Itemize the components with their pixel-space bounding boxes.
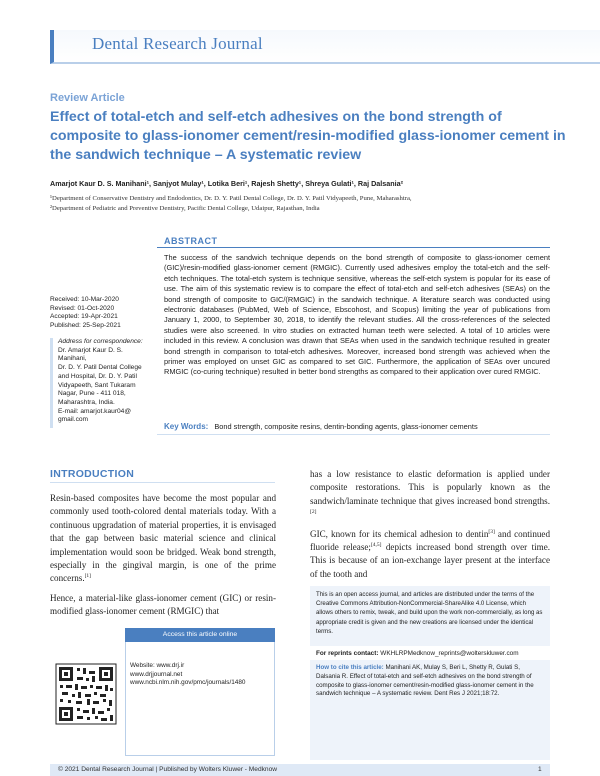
correspondence-line: Manihani,: [58, 355, 87, 363]
date-revised: Revised: 01-Oct-2020: [50, 304, 115, 312]
date-received: Received: 10-Mar-2020: [50, 296, 119, 303]
affiliation-2: ²Department of Pediatric and Preventive Dentistry, Pacific Dental College, Udaipur, Rajasthan, India: [50, 205, 320, 212]
introduction-left-column: [50, 492, 276, 625]
journal-title: Dental Research Journal: [92, 34, 263, 53]
author-list: Amarjot Kaur D. S. Manihani¹, Sanjyot Mulay¹, Lotika Beri¹, Rajesh Shetty¹, Shreya Gulati¹, Raj Dalsania²: [50, 179, 404, 188]
correspondence-box: [50, 338, 154, 428]
reprints-label: For reprints contact:: [316, 650, 379, 657]
affiliation-1: ¹Department of Conservative Dentistry and Endodontics, Dr. D. Y. Patil Dental College, Dr. D. Y. Patil Vidyapeeth, Pune, Maharashtra,: [50, 195, 412, 202]
qr-code-icon: [50, 628, 122, 756]
correspondence-email[interactable]: E-mail: amarjot.kaur04@: [58, 407, 132, 415]
citation-ref[interactable]: [4,5]: [370, 542, 382, 548]
correspondence-line: Dr. D. Y. Patil Dental College: [58, 364, 142, 372]
keywords-label: Key Words:: [164, 422, 209, 431]
affiliations: [50, 194, 570, 214]
footer-copyright: © 2021 Dental Research Journal | Published by Wolters Kluwer - Medknow: [58, 766, 278, 773]
journal-link[interactable]: www.drjjournal.net: [130, 670, 183, 678]
access-links: [130, 662, 270, 688]
intro-paragraph-3: has a low resistance to elastic deformation is applied under composite restorations. This is popularly known as the sandwich/laminate technique that gives increased bond strengths.[2]: [310, 469, 550, 516]
date-published: Published: 25-Sep-2021: [50, 321, 121, 329]
website-link[interactable]: Website: www.drj.ir: [130, 662, 185, 669]
article-title: Effect of total-etch and self-etch adhesives on the bond strength of composite to glass-ionomer cement/resin-modified glass-ionomer cement in the sandwich technique – A systematic review: [50, 109, 566, 163]
citation-ref[interactable]: [2]: [310, 509, 317, 516]
citation-text: Manihani AK, Mulay S, Beri L, Shetty R, Gulati S, Dalsania R. Effect of total-etch and self-etch adhesives on the bond strength of composite to glass-ionomer cement/resin-modified glass-ionomer cement in the sandwich technique – A systematic review. Dent Res J 2021;18:72.: [316, 664, 534, 698]
citation-box: [310, 660, 550, 760]
keywords: [164, 422, 554, 431]
correspondence-heading: Address for correspondence:: [58, 338, 143, 345]
citation-ref[interactable]: [3]: [488, 528, 495, 535]
introduction-heading: INTRODUCTION: [50, 468, 135, 480]
date-accepted: Accepted: 19-Apr-2021: [50, 313, 118, 321]
intro-paragraph-1: Resin-based composites have become the most popular and commonly used tooth-colored dental materials today. With a continuous upgradation of material properties, it is envisaged that the gap between basic material science and clinical implementation would soon be bridged. Weak bond strength, especially in the gingival margin, is one of the prime concerns.[1]: [50, 493, 276, 584]
correspondence-line: Maharashtra, India.: [58, 398, 115, 406]
correspondence-line: Nagar, Pune - 411 018,: [58, 390, 126, 398]
citation-label: How to cite this article:: [316, 664, 384, 671]
correspondence-line: Dr. Amarjot Kaur D. S.: [58, 346, 123, 354]
abstract-heading: ABSTRACT: [164, 236, 218, 246]
access-online-box: [125, 628, 275, 756]
pmc-link[interactable]: www.ncbi.nlm.nih.gov/pmc/journals/1480: [130, 679, 246, 686]
introduction-right-column: [310, 468, 550, 587]
reprints-email[interactable]: WKHLRPMedknow_reprints@wolterskluwer.com: [380, 650, 519, 657]
correspondence-line: Vidyapeeth, Sant Tukaram: [58, 381, 136, 389]
correspondence-line: and Hospital, Dr. D. Y. Patil: [58, 372, 137, 380]
correspondence-email-domain[interactable]: gmail.com: [58, 416, 89, 424]
citation-ref[interactable]: [1]: [84, 573, 92, 580]
keywords-list: Bond strength, composite resins, dentin-bonding agents, glass-ionomer cements: [214, 422, 478, 431]
page-number: 1: [538, 766, 542, 773]
article-dates: [50, 296, 160, 330]
abstract-divider: [157, 247, 550, 248]
access-heading: Access this article online: [125, 628, 275, 642]
abstract-text: The success of the sandwich technique depends on the bond strength of composite to glass-ionomer cement (GIC)/resin-modified glass-ionomer cement (RMGIC). Currently used adhesives employ the total-etch and the self-etch techniques. The total-etch system is technique sensitive, whereas the self-etch system is popular for its ease of use. The aim of this systematic review is to compare the effect of total-etch and self-etch adhesives (SEAs) on the bond strength of composite to GIC/(RMGIC) in the sandwich technique. A literature search was conducted using electronic databases (PubMed, Web of Science, Ebscohost, and Scopus) limiting the year of publications from January 1, 2000, to September 30, 2018, to identify the relevant studies. All the cross-references of the selected studies were also screened. In vitro studies on extracted human teeth were selected. A total of 10 articles were included in this review. A conclusion was drawn that SEAs when used in the sandwich technique resulted in greater bond strength in comparison to total-etch adhesives. Moreover, increased bond strength was achieved when the primer was employed on unset GIC as compared to set GIC. Furthermore, the application of SEAs over uncured RMGIC (co-curing technique) resulted in better bond strengths as compared to their application over cured RMGIC.: [164, 253, 550, 377]
license-box: This is an open access journal, and articles are distributed under the terms of the Creative Commons Attribution-NonCommercial-ShareAlike 4.0 License, which allows others to remix, tweak, and build upon the work non-commercially, as long as appropriate credit is given and the new creations are licensed under the identical terms.: [310, 586, 550, 646]
article-type: Review Article: [50, 92, 125, 104]
reprints-contact: [316, 650, 550, 657]
intro-paragraph-2: Hence, a material-like glass-ionomer cement (GIC) or resin-modified glass-ionomer cement (RMGIC) that: [50, 592, 276, 617]
keywords-divider: [157, 434, 550, 435]
introduction-divider: [50, 482, 275, 483]
intro-paragraph-4: GIC, known for its chemical adhesion to dentin[3] and continued fluoride release;[4,5] depicts increased bond strength over time. This is because of an ion-exchange layer present at the interface of the tooth and: [310, 528, 551, 579]
